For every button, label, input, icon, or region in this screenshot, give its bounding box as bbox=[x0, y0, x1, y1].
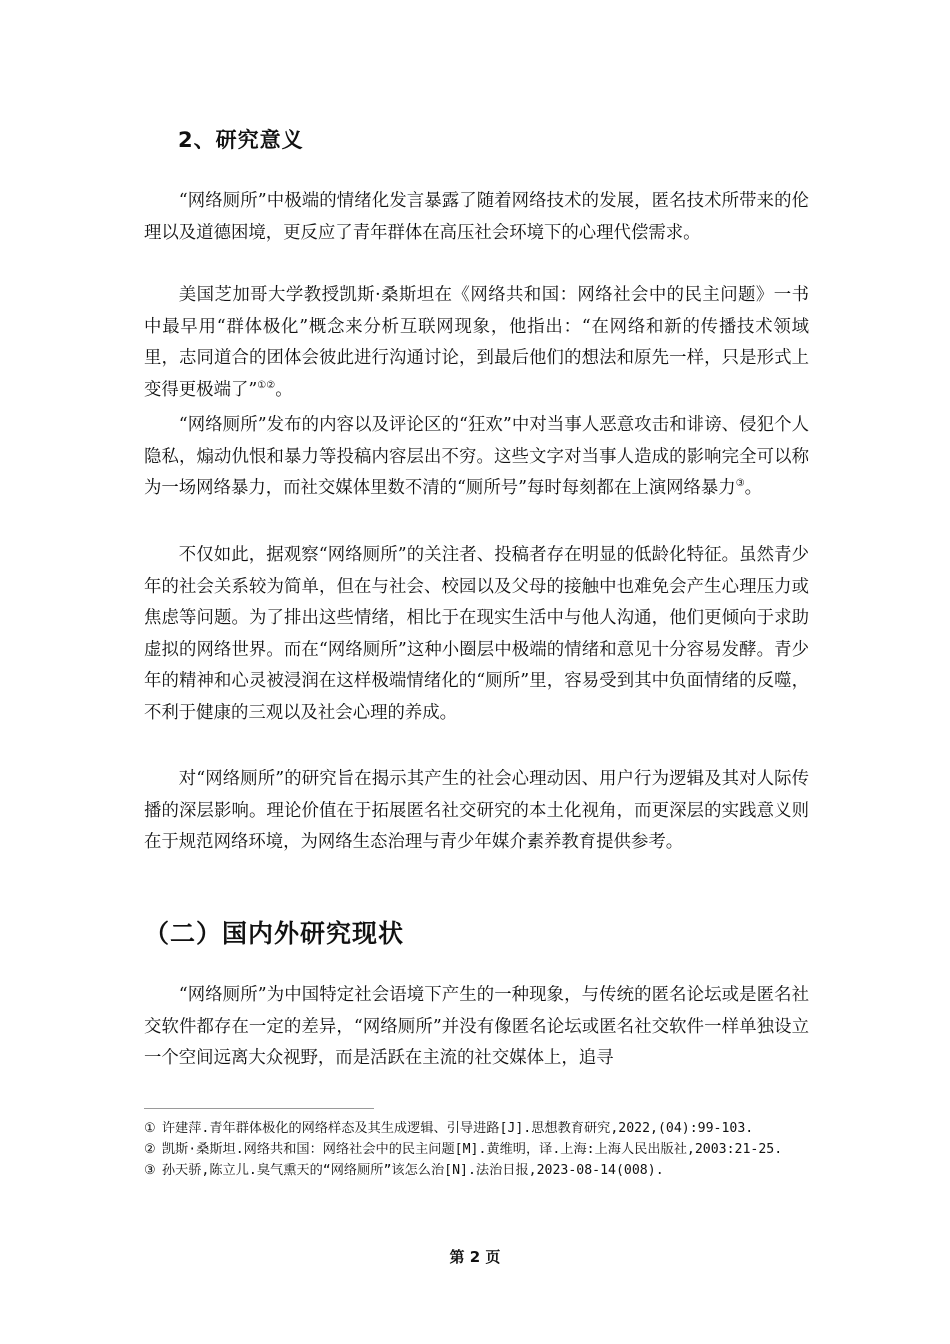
footnote-mark: ① bbox=[144, 1121, 156, 1136]
footnote-mark: ② bbox=[144, 1142, 156, 1157]
footnote: ① 许建萍.青年群体极化的网络样态及其生成逻辑、引导进路[J].思想教育研究,2022,(04):99-103. bbox=[144, 1121, 754, 1136]
footnote-ref[interactable]: ①② bbox=[257, 379, 276, 391]
footnote: ③ 孙天骄,陈立儿.臭气熏天的“网络厕所”该怎么治[N].法治日报,2023-08-14(008). bbox=[144, 1163, 664, 1178]
paragraph: “网络厕所”中极端的情绪化发言暴露了随着网络技术的发展，匿名技术所带来的伦理以及道德困境，更反应了青年群体在高压社会环境下的心理代偿需求。 bbox=[144, 191, 809, 243]
paragraph: 对“网络厕所”的研究旨在揭示其产生的社会心理动因、用户行为逻辑及其对人际传播的深层影响。理论价值在于拓展匿名社交研究的本土化视角，而更深层的实践意义则在于规范网络环境，为网络生态治理与青少年媒介素养教育提供参考。 bbox=[144, 769, 809, 852]
footnote: ② 凯斯·桑斯坦.网络共和国：网络社会中的民主问题[M].黄维明，译.上海:上海人民出版社,2003:21-25. bbox=[144, 1142, 783, 1157]
footnote-ref[interactable]: ③ bbox=[735, 478, 745, 490]
paragraph: “网络厕所”为中国特定社会语境下产生的一种现象，与传统的匿名论坛或是匿名社交软件都存在一定的差异，“网络厕所”并没有像匿名论坛或匿名社交软件一样单独设立一个空间远离大众视野，而是活跃在主流的社交媒体上，追寻 bbox=[144, 985, 809, 1068]
section-heading-research-status: （二）国内外研究现状 bbox=[144, 919, 405, 948]
footnotes bbox=[144, 1118, 814, 1181]
paragraph: 美国芝加哥大学教授凯斯·桑斯坦在《网络共和国：网络社会中的民主问题》一书中最早用“群体极化”概念来分析互联网现象，他指出：“在网络和新的传播技术领域里，志同道合的团体会彼此进行沟通讨论，到最后他们的想法和原先一样，只是形式上变得更极端了”①②。 bbox=[144, 285, 809, 400]
paragraph: 不仅如此，据观察“网络厕所”的关注者、投稿者存在明显的低龄化特征。虽然青少年的社会关系较为简单，但在与社会、校园以及父母的接触中也难免会产生心理压力或焦虑等问题。为了排出这些情绪，相比于在现实生活中与他人沟通，他们更倾向于求助虚拟的网络世界。而在“网络厕所”这种小圈层中极端的情绪和意见十分容易发酵。青少年的精神和心灵被浸润在这样极端情绪化的“厕所”里，容易受到其中负面情绪的反噬，不利于健康的三观以及社会心理的养成。 bbox=[144, 545, 809, 723]
page-number: 第 2 页 bbox=[449, 1248, 501, 1266]
footnote-mark: ③ bbox=[144, 1163, 156, 1178]
section-heading-research-significance: 2、研究意义 bbox=[178, 128, 304, 152]
paragraph: “网络厕所”发布的内容以及评论区的“狂欢”中对当事人恶意攻击和诽谤、侵犯个人隐私，煽动仇恨和暴力等投稿内容层出不穷。这些文字对当事人造成的影响完全可以称为一场网络暴力，而社交媒体里数不清的“厕所号”每时每刻都在上演网络暴力③。 bbox=[144, 415, 809, 498]
footnote-divider bbox=[144, 1108, 374, 1109]
